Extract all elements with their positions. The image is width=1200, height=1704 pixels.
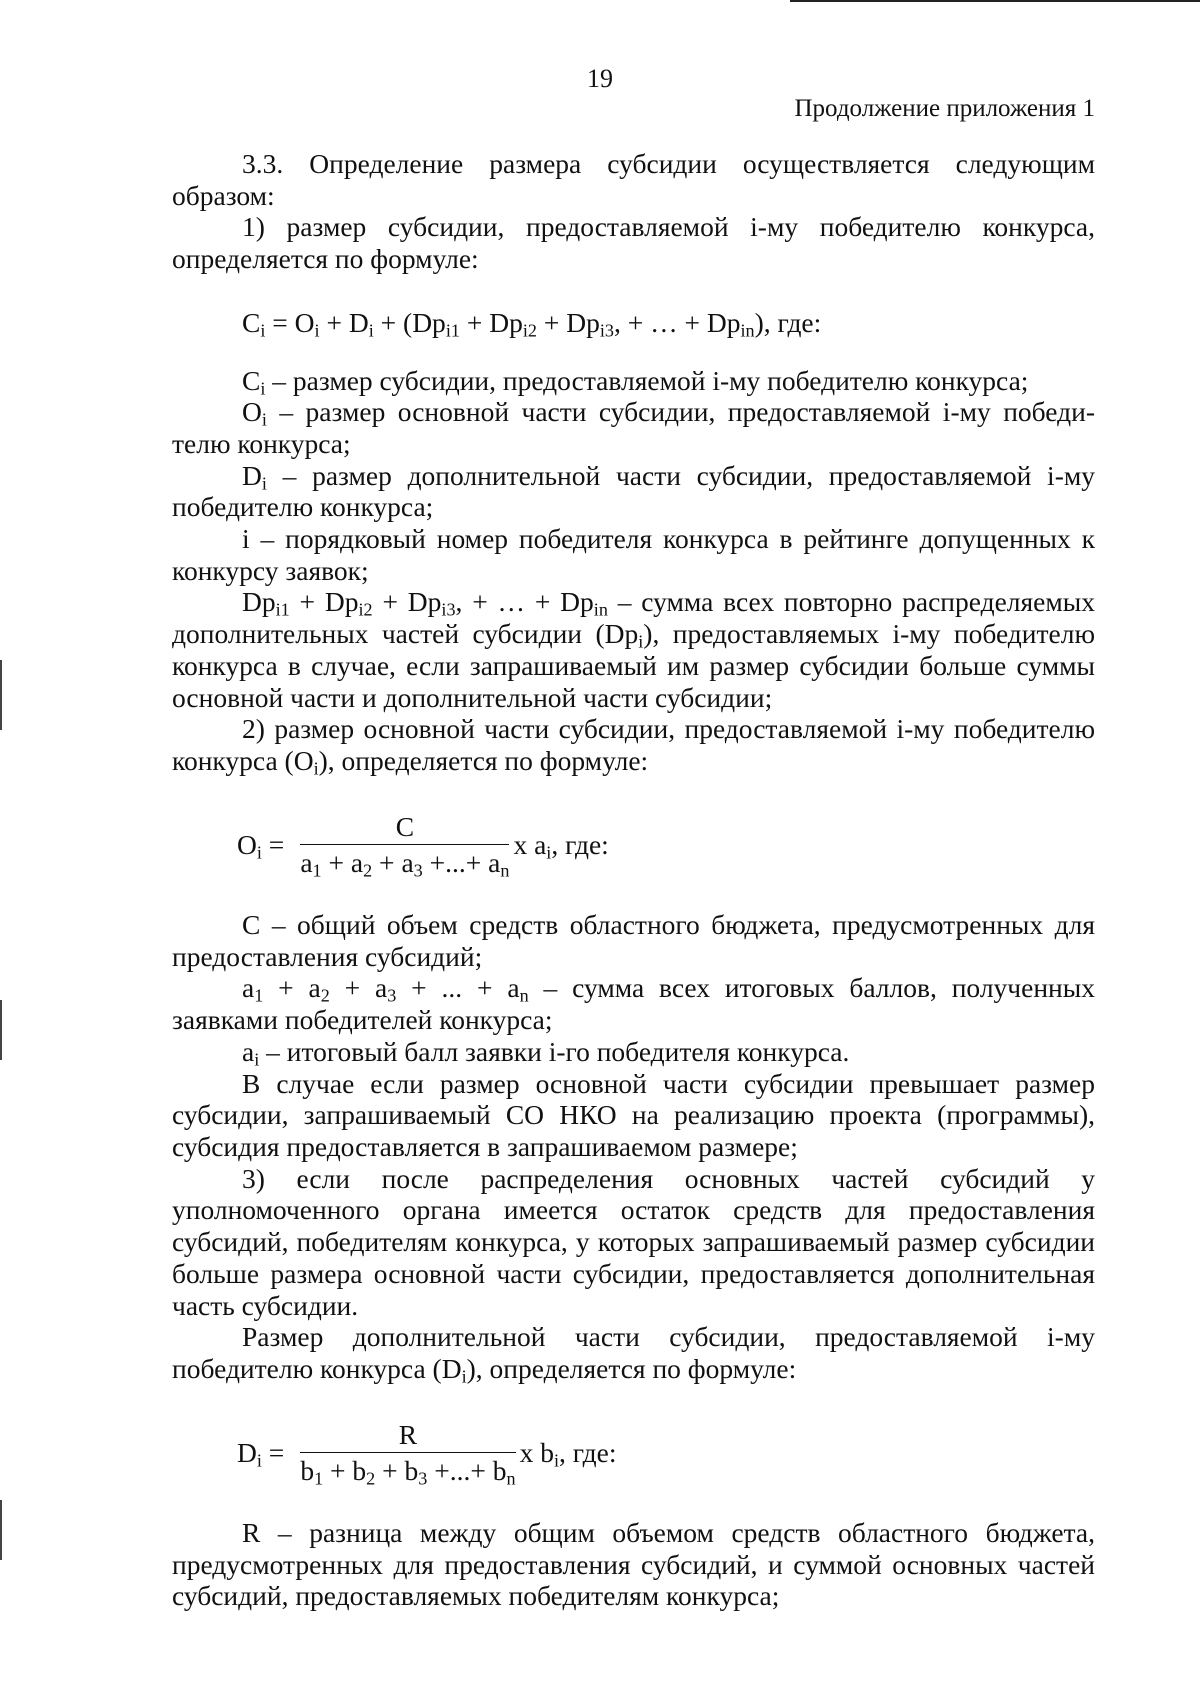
fraction-numerator: C bbox=[300, 811, 509, 846]
item-1-intro: 1) размер субсидии, предоставляемой i-му победителю конкурса, определяется по формуле: bbox=[172, 211, 1095, 275]
definition-oi: $O_i$ – размер основной части субсидии, предоставляемой i-му победи-телю конкурса; bbox=[172, 396, 1095, 459]
definition-c: C – общий объем средств областного бюджета, предусмотренных для предоставления субсидий; bbox=[172, 909, 1095, 972]
section-intro: 3.3. Определение размера субсидии осуществляется следующим образом: bbox=[172, 148, 1095, 211]
formula-main-part bbox=[172, 811, 1095, 879]
formula-additional-part-rhs: x $b_i$, где: bbox=[519, 1436, 617, 1471]
fraction-denominator: $b_1 + b_2 + b_3$ +...+ $b_n$ bbox=[300, 1455, 516, 1489]
definition-ai: $a_i$ – итоговый балл заявки i-го победителя конкурса. bbox=[242, 1035, 850, 1070]
definition-i: i – порядковый номер победителя конкурса в рейтинге допущенных к конкурсу заявок; bbox=[172, 523, 1095, 586]
formula-additional-part-lhs: $D_i$ = bbox=[237, 1436, 285, 1471]
page-number: 19 bbox=[587, 64, 613, 93]
definition-ci: $C_i$ – размер субсидии, предоставляемой i-му победителю конкурса; bbox=[242, 364, 1029, 399]
formula-main-part-fraction bbox=[300, 811, 509, 879]
paragraph-additional-size: Размер дополнительной части субсидии, предоставляемой i-му победителю конкурса $(D_i)$, определяется по формуле: bbox=[172, 1321, 1095, 1387]
formula-main-part-rhs: x $a_i$, где: bbox=[513, 829, 609, 863]
item-3: 3) если после распределения основных частей субсидий у уполномоченного органа имеется остаток средств для предоставления субсидий, победителям конкурса, у которых запрашиваемый размер субсидии больше размера основной части субсидии, предоставляется дополнительная часть субсидии. bbox=[172, 1162, 1095, 1321]
scan-edge-mark bbox=[0, 1500, 2, 1560]
definition-r: R – разница между общим объемом средств областного бюджета, предусмотренных для предоставления субсидий, и суммой основных частей субсидий, предоставляемых победителям конкурса; bbox=[172, 1517, 1095, 1612]
scan-edge-mark bbox=[0, 1000, 2, 1060]
definition-dp-sum: $Dp_{i1} + Dp_{i2} + Dp_{i3}$, + … + $Dp_{in}$ – сумма всех повторно распределяемых дополнительных частей субсидии $(Dp_i)$, предоставляемых i-му победителю конкурса в случае, если запрашиваемый им размер субсидии больше суммы основной части и дополнительной части субсидии; bbox=[172, 586, 1095, 713]
fraction-denominator: $a_1 + a_2 + a_3$ +...+ $a_n$ bbox=[300, 847, 510, 881]
formula-additional-part-fraction bbox=[300, 1419, 515, 1487]
fraction-numerator: R bbox=[300, 1419, 515, 1454]
document-body bbox=[172, 148, 1095, 1612]
definition-di: $D_i$ – размер дополнительной части субсидии, предоставляемой i-му победителю конкурса; bbox=[172, 459, 1095, 523]
formula-subsidy-total: $C_i = O_i + D_i + (Dp_{i1} + Dp_{i2} + Dp_{i3}$, + … + $Dp_{in}$), где: bbox=[242, 306, 822, 341]
running-header: Продолжение приложения 1 bbox=[794, 95, 1095, 122]
formula-additional-part bbox=[172, 1419, 1095, 1487]
scan-top-rule bbox=[790, 0, 1200, 2]
definition-sum-a: $a_1 + a_2 + a_3$ + ... + $a_n$ – сумма всех итоговых баллов, полученных заявками победителей конкурса; bbox=[172, 972, 1095, 1036]
paragraph-case: В случае если размер основной части субсидии превышает размер субсидии, запрашиваемый СО НКО на реализацию проекта (программы), субсидия предоставляется в запрашиваемом размере; bbox=[172, 1067, 1095, 1162]
formula-main-part-lhs: $O_i$ = bbox=[237, 829, 285, 863]
scan-edge-mark bbox=[0, 660, 2, 730]
item-2-intro: 2) размер основной части субсидии, предоставляемой i-му победителю конкурса $(O_i)$, определяется по формуле: bbox=[172, 713, 1095, 779]
